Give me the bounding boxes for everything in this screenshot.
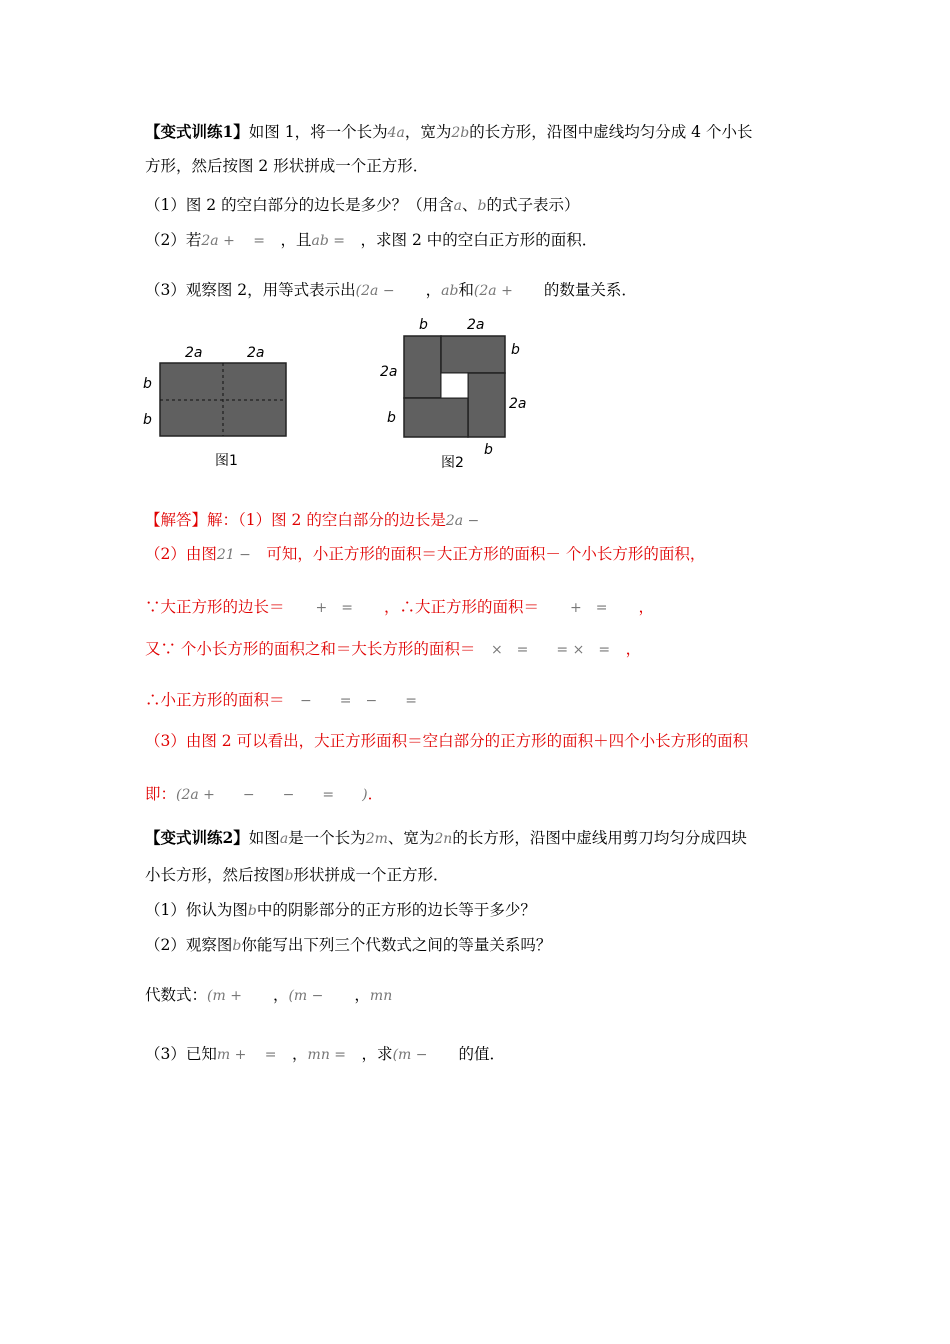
text: （1）图 2 的空白部分的边长是多少？（用含 bbox=[145, 196, 454, 214]
answer-line6: （3）由图 2 可以看出，大正方形面积＝空白部分的正方形的面积＋四个小长方形的面积 bbox=[145, 732, 749, 750]
math-ab: ab bbox=[441, 283, 459, 299]
text: 、宽为 bbox=[387, 829, 435, 847]
text: 的长方形，沿图中虚线用剪刀均匀分成四块 bbox=[452, 829, 747, 847]
text: ， bbox=[638, 598, 655, 616]
text: ，且 bbox=[280, 231, 312, 249]
fig1-caption: 图1 bbox=[215, 453, 238, 469]
text: （3）已知 bbox=[145, 1045, 217, 1063]
fig2-label-bottom-b: b bbox=[484, 442, 493, 458]
text: ， bbox=[272, 986, 289, 1004]
fig2-rect-bottom-right bbox=[468, 373, 505, 437]
text: （2）若 bbox=[145, 231, 202, 249]
fig2-label-left-2a: 2a bbox=[380, 364, 398, 380]
math-expr: 2a + = bbox=[201, 233, 265, 249]
fig2-label-top-b: b bbox=[419, 317, 428, 333]
figure-2 bbox=[375, 310, 545, 479]
text: 的值． bbox=[458, 1045, 506, 1063]
fig1-label-left-bottom: b bbox=[143, 412, 152, 428]
text: ，宽为 bbox=[404, 123, 452, 141]
fig1-label-top-right: 2a bbox=[247, 345, 265, 361]
text: 如图 bbox=[248, 829, 280, 847]
text: （1）你认为图 bbox=[145, 901, 248, 919]
text: 是一个长为 bbox=[288, 829, 366, 847]
text: 又∵ 个小长方形的面积之和＝大长方形的面积＝ bbox=[145, 640, 476, 658]
math-a: a bbox=[279, 831, 289, 847]
math-a: a bbox=[453, 198, 462, 214]
text: （2）观察图 bbox=[145, 936, 233, 954]
math-b: b bbox=[477, 198, 487, 214]
problem1-question3 bbox=[145, 278, 637, 300]
text: 的式子表示） bbox=[486, 196, 580, 214]
math-b: b bbox=[232, 938, 242, 954]
fig2-rect-top-left bbox=[404, 336, 441, 398]
problem2-question1 bbox=[145, 898, 536, 920]
text: 中的阴影部分的正方形的边长等于多少？ bbox=[256, 901, 536, 919]
math-expr: × = = × = bbox=[490, 642, 611, 658]
fig2-blank-square bbox=[441, 373, 468, 398]
math-expr: (2a − bbox=[355, 283, 395, 299]
math-2b: 2b bbox=[451, 125, 470, 141]
fig2-caption: 图2 bbox=[441, 455, 464, 471]
text: 的数量关系． bbox=[543, 281, 637, 299]
answer-line5 bbox=[145, 688, 417, 710]
problem2-expressions bbox=[145, 983, 392, 1005]
math-expr: (m − bbox=[288, 988, 324, 1004]
answer-line1 bbox=[145, 508, 479, 530]
math-expr: 21 − bbox=[216, 547, 251, 563]
text: ， bbox=[354, 986, 370, 1004]
math-b: b bbox=[247, 903, 257, 919]
text: 和 bbox=[458, 281, 474, 299]
problem2-question3 bbox=[145, 1042, 505, 1064]
text: ，求 bbox=[361, 1045, 393, 1063]
text: 你能写出下列三个代数式之间的等量关系吗？ bbox=[241, 936, 552, 954]
text: 形状拼成一个正方形． bbox=[293, 866, 449, 884]
text: ，∴大正方形的面积＝ bbox=[384, 598, 540, 616]
math-expr: + = bbox=[315, 600, 353, 616]
fig2-label-top-2a: 2a bbox=[467, 317, 485, 333]
text: ∴小正方形的面积＝ bbox=[145, 691, 285, 709]
answer-line7 bbox=[145, 782, 383, 804]
text: （2）由图 bbox=[145, 545, 217, 563]
problem2-question2 bbox=[145, 933, 551, 955]
math-4a: 4a bbox=[387, 125, 405, 141]
text: 可知，小正方形的面积＝大正方形的面积－ 个小长方形的面积， bbox=[266, 545, 706, 563]
problem1-question2 bbox=[145, 228, 597, 250]
math-expr: m + = bbox=[216, 1047, 277, 1063]
text: 、 bbox=[461, 196, 478, 214]
math-2n: 2n bbox=[434, 831, 453, 847]
problem1-line1 bbox=[145, 120, 752, 142]
problem2-line2 bbox=[145, 863, 449, 885]
math-expr: (2a + − − = ) bbox=[176, 787, 368, 803]
fig2-label-right-b: b bbox=[511, 342, 520, 358]
math-expr: mn = bbox=[307, 1047, 347, 1063]
fig1-label-top-left: 2a bbox=[185, 345, 203, 361]
fig1-label-left-top: b bbox=[143, 376, 152, 392]
answer-line4 bbox=[145, 637, 641, 659]
math-expr: ab = bbox=[311, 233, 346, 249]
math-expr: + = bbox=[570, 600, 608, 616]
text: 【解答】解：（1）图 2 的空白部分的边长是 bbox=[145, 511, 446, 529]
fig2-label-left-b: b bbox=[387, 410, 396, 426]
math-expr: (2a + bbox=[473, 283, 513, 299]
text: ， bbox=[425, 281, 442, 299]
fig2-label-right-2a: 2a bbox=[509, 396, 527, 412]
problem1-title: 【变式训练1】 bbox=[145, 122, 249, 141]
math-2m: 2m bbox=[365, 831, 388, 847]
fig2-rect-bottom-left bbox=[404, 398, 468, 437]
math-expr: − = − = bbox=[300, 693, 417, 709]
problem2-line1 bbox=[145, 826, 747, 848]
text: （3）观察图 2，用等式表示出 bbox=[145, 281, 356, 299]
text: 代数式： bbox=[145, 986, 208, 1004]
text: ∵大正方形的边长＝ bbox=[145, 598, 285, 616]
problem1-line2: 方形，然后按图 2 形状拼成一个正方形． bbox=[145, 157, 429, 175]
text: 如图 1，将一个长为 bbox=[248, 123, 388, 141]
problem1-question1 bbox=[145, 193, 579, 215]
text: ． bbox=[367, 785, 384, 803]
math-expr: (m − bbox=[392, 1047, 428, 1063]
math-expr: (m + bbox=[207, 988, 242, 1004]
math-mn: mn bbox=[369, 988, 393, 1004]
answer-line3 bbox=[145, 595, 654, 617]
text: 的长方形，沿图中虚线均匀分成 4 个小长 bbox=[469, 123, 753, 141]
problem2-title: 【变式训练2】 bbox=[145, 828, 249, 847]
text: ， bbox=[292, 1045, 308, 1063]
answer-line2 bbox=[145, 542, 705, 564]
math-expr: 2a − bbox=[445, 513, 480, 529]
text: ，求图 2 中的空白正方形的面积． bbox=[360, 231, 598, 249]
text: 即： bbox=[145, 785, 177, 803]
figure-1 bbox=[140, 335, 300, 479]
text: 小长方形，然后按图 bbox=[145, 866, 285, 884]
fig2-rect-top-right bbox=[441, 336, 505, 373]
text: ， bbox=[625, 640, 642, 658]
math-b: b bbox=[284, 868, 294, 884]
